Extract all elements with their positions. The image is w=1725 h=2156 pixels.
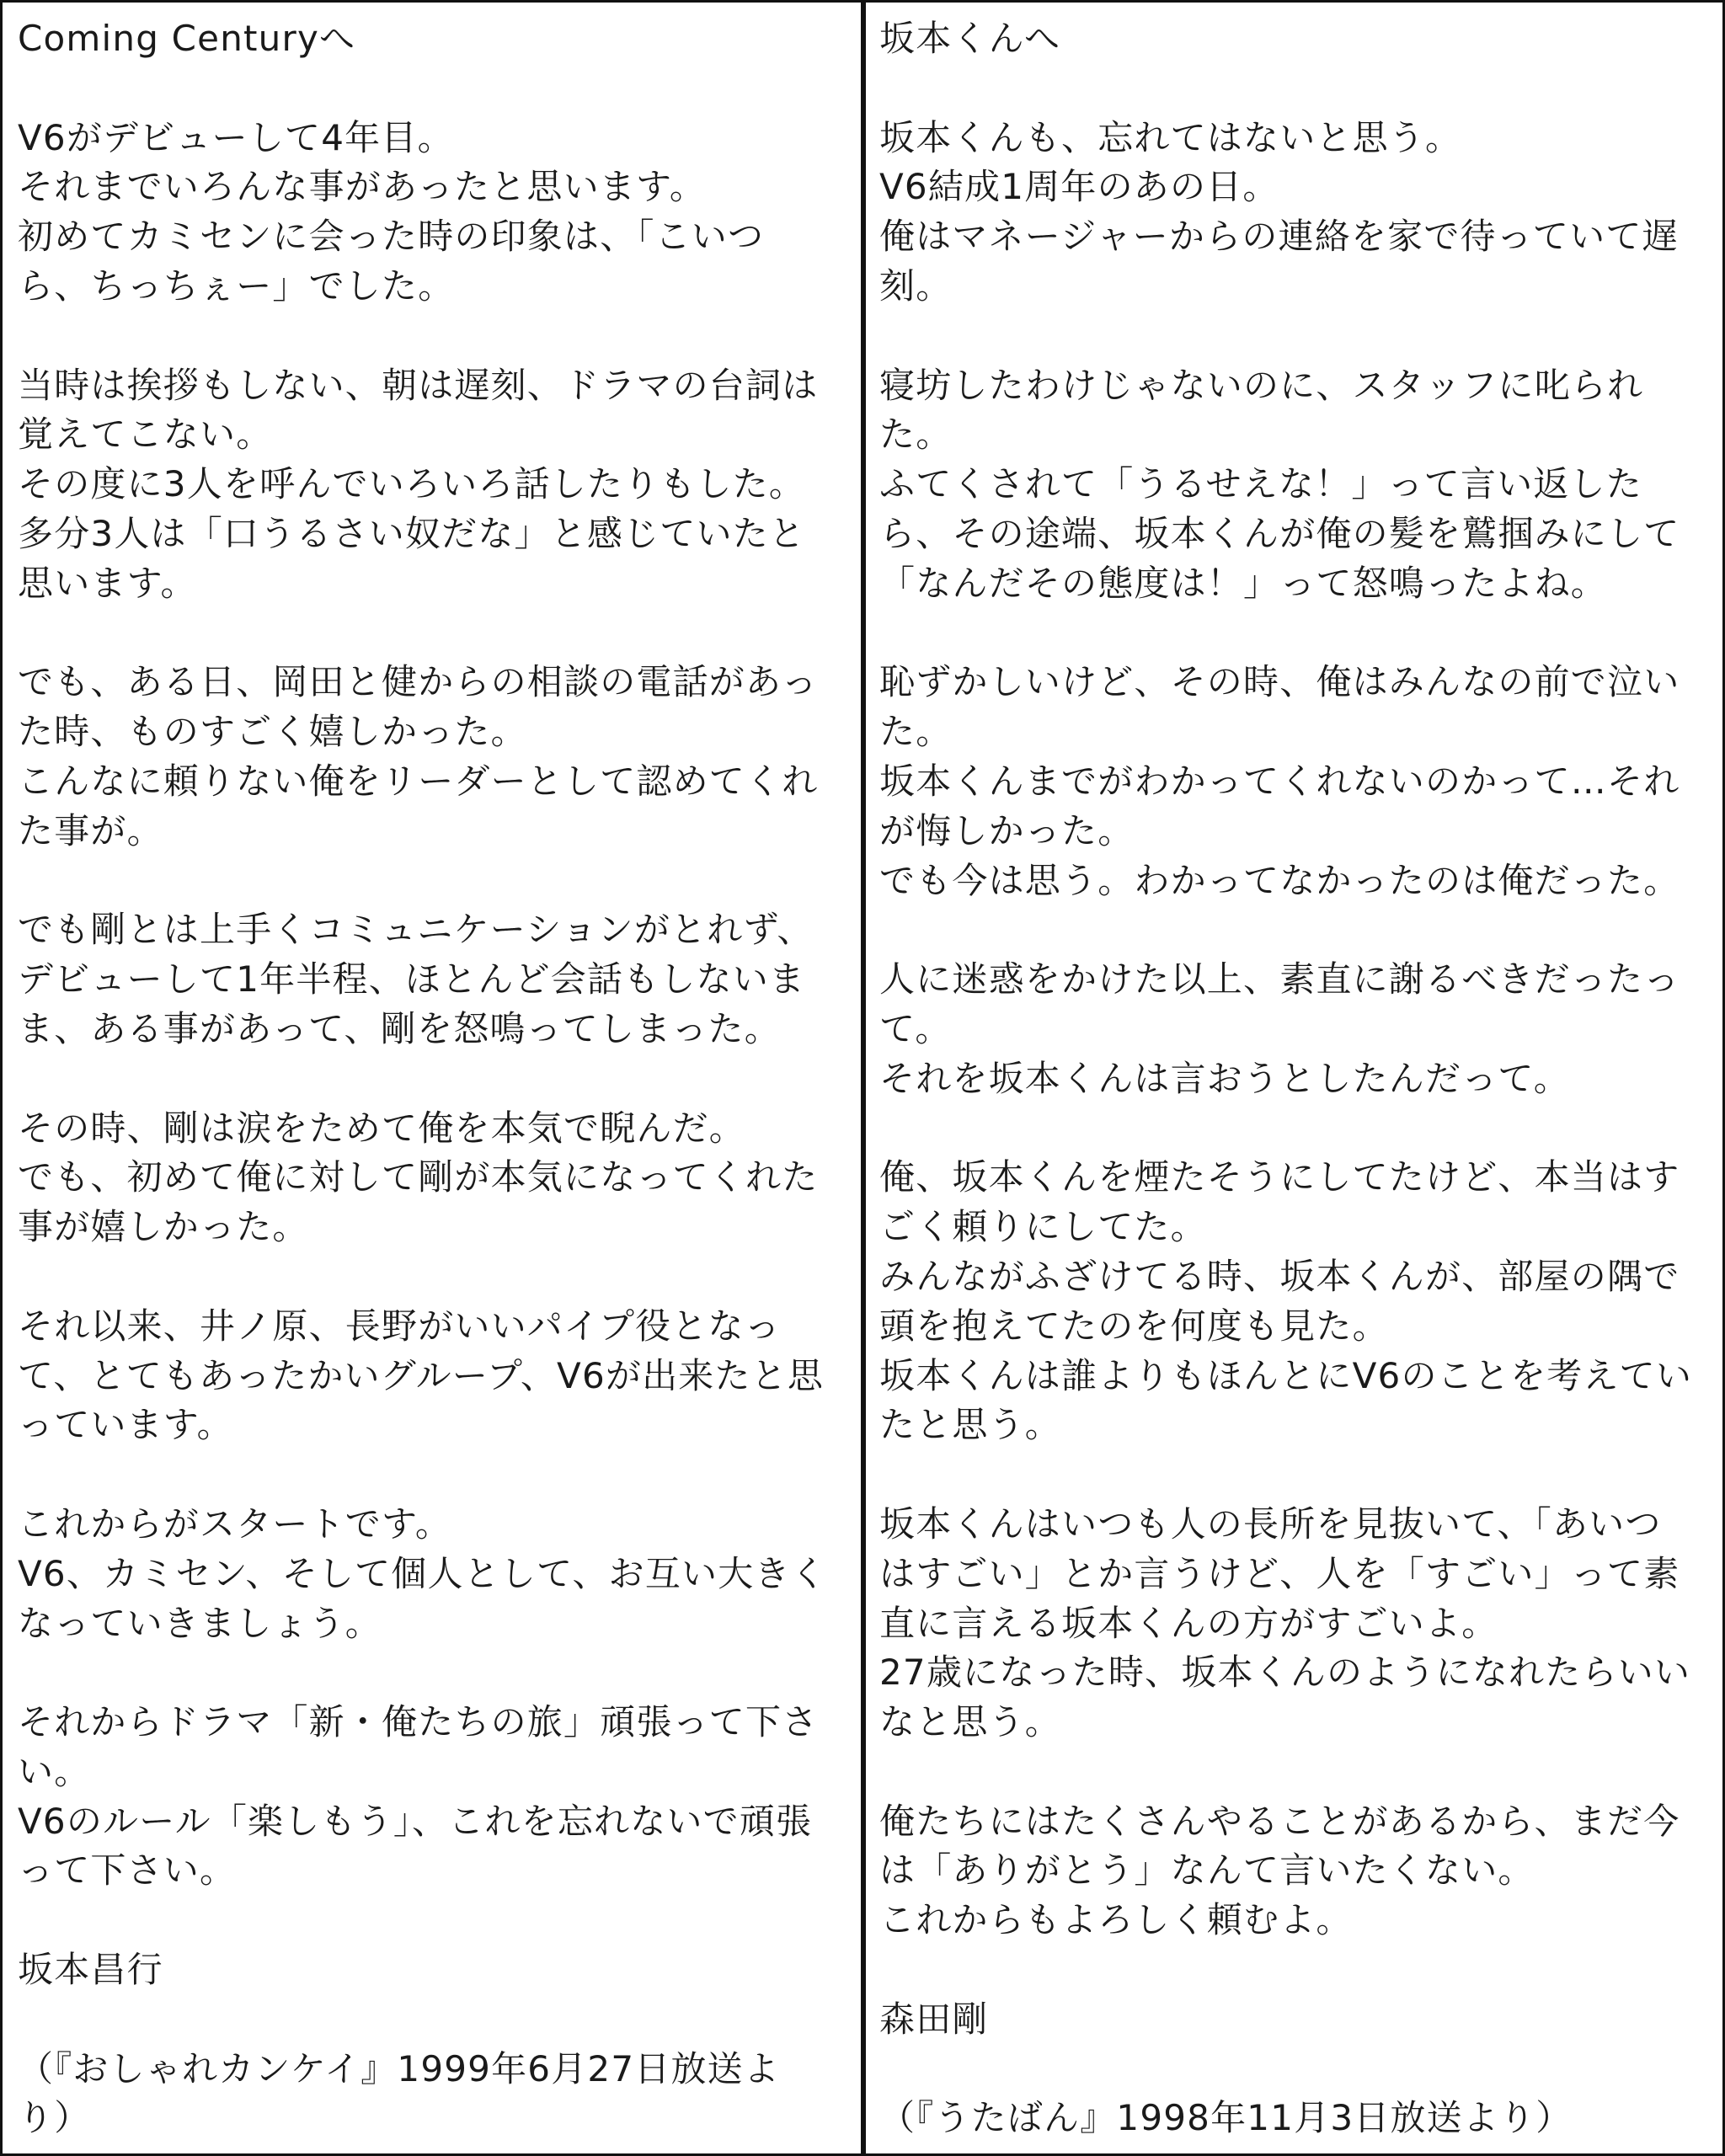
letter-line: Coming Centuryへ	[18, 18, 356, 59]
letter-line: 坂本くんへ	[879, 18, 1061, 59]
letter-line: た。	[879, 414, 953, 456]
letter-line	[18, 1450, 856, 1500]
letter-line	[879, 905, 1717, 955]
letter-line: が悔しかった。	[879, 809, 1135, 851]
letter-line: それ以来、井ノ原、長野がいいパイプ役となっ	[18, 1305, 781, 1347]
letter-line: た。	[879, 711, 953, 753]
letter-line: 坂本くんは誰よりもほんとにV6のことを考えてい	[879, 1354, 1693, 1396]
letter-to-coming-century	[3, 3, 861, 2153]
letter-line: たと思う。	[879, 1404, 1062, 1446]
letter-line: 坂本くんまでがわかってくれないのかって…それ	[879, 760, 1680, 802]
letter-to-sakamoto	[866, 3, 1722, 2153]
letter-line: 当時は挨拶もしない、朝は遅刻、ドラマの台詞は	[18, 364, 819, 406]
letter-line: って下さい。	[18, 1849, 237, 1892]
letter-line: 俺、坂本くんを煙たそうにしてたけど、本当はす	[879, 1156, 1680, 1198]
letter-line	[879, 1945, 1717, 1995]
letter-line	[879, 64, 1717, 114]
letter-line: でも今は思う。わかってなかったのは俺だった。	[879, 859, 1680, 901]
letter-line	[879, 2045, 1717, 2095]
letter-line	[18, 64, 856, 114]
letter-line: ら、その途端、坂本くんが俺の髪を鷲掴みにして	[879, 512, 1680, 554]
letter-line: V6結成1周年のあの日。	[879, 166, 1279, 208]
letter-line: でも、ある日、岡田と健からの相談の電話があっ	[18, 661, 818, 703]
letter-line	[18, 1995, 856, 2045]
letter-line: て、とてもあったかいグループ、V6が出来たと思	[18, 1354, 825, 1396]
letter-line: 思います。	[18, 562, 197, 604]
letter-line: 「なんだその態度は！」って怒鳴ったよね。	[879, 562, 1608, 604]
letter-line: こんなに頼りない俺をリーダーとして認めてくれ	[18, 760, 819, 802]
letter-line: 事が嬉しかった。	[18, 1206, 309, 1248]
letter-line: ら、ちっちぇー」でした。	[18, 264, 455, 307]
letter-line: 多分3人は「口うるさい奴だな」と感じていたと	[18, 512, 806, 554]
letter-line: その時、剛は涙をためて俺を本気で睨んだ。	[18, 1107, 746, 1149]
letter-line: て。	[879, 1007, 952, 1049]
letter-line: V6、カミセン、そして個人として、お互い大きく	[18, 1552, 827, 1594]
source-note: （『うたばん』1998年11月3日放送より）	[879, 2097, 1573, 2139]
letter-line	[18, 1252, 856, 1302]
letter-line	[18, 1054, 856, 1104]
letter-line: これからもよろしく頼むよ。	[879, 1899, 1353, 1941]
letter-line: その度に3人を呼んでいろいろ話したりもした。	[18, 463, 806, 505]
letter-line: 俺たちにはたくさんやることがあるから、まだ今	[879, 1800, 1680, 1842]
letter-line	[18, 312, 856, 361]
letter-line: みんながふざけてる時、坂本くんが、部屋の隅で	[879, 1255, 1680, 1297]
letter-line: は「ありがとう」なんて言いたくない。	[879, 1849, 1535, 1892]
letter-line: V6のルール「楽しもう」、これを忘れないで頑張	[18, 1800, 813, 1842]
letter-line	[18, 857, 856, 906]
letter-line: でも、初めて俺に対して剛が本気になってくれた	[18, 1156, 819, 1198]
letter-line	[879, 1450, 1717, 1500]
letter-line	[18, 609, 856, 659]
letter-line: デビューして1年半程、ほとんど会話もしないま	[18, 958, 806, 1001]
letter-line: V6がデビューして4年目。	[18, 116, 454, 158]
letter-line	[879, 312, 1717, 361]
signature-sakamoto: 坂本昌行	[18, 1949, 163, 1991]
letter-line: っています。	[18, 1404, 233, 1446]
letter-line: ふてくされて「うるせえな！」って言い返した	[879, 463, 1642, 505]
letter-line	[879, 609, 1717, 659]
letter-line: それを坂本くんは言おうとしたんだって。	[879, 1057, 1570, 1099]
letter-line: た時、ものすごく嬉しかった。	[18, 711, 527, 753]
letter-line: た事が。	[18, 809, 163, 851]
letter-line: これからがスタートです。	[18, 1502, 452, 1545]
letter-line: 頭を抱えてたのを何度も見た。	[879, 1305, 1389, 1347]
letter-line: 寝坊したわけじゃないのに、スタッフに叱られ	[879, 364, 1644, 406]
letter-line: 俺はマネージャーからの連絡を家で待っていて遅	[879, 216, 1679, 258]
letter-line: 恥ずかしいけど、その時、俺はみんなの前で泣い	[879, 661, 1680, 703]
letter-line: 刻。	[879, 264, 953, 307]
letter-line: 27歳になった時、坂本くんのようになれたらいい	[879, 1652, 1691, 1694]
letter-line	[18, 1896, 856, 1945]
letter-line: 初めてカミセンに会った時の印象は、「こいつ	[18, 216, 765, 258]
source-note: り）	[18, 2097, 91, 2139]
letter-line: はすごい」とか言うけど、人を「すごい」って素	[879, 1552, 1680, 1594]
signature-morita: 森田剛	[879, 1998, 989, 2040]
letter-line	[879, 1104, 1717, 1154]
letter-line: ごく頼りにしてた。	[879, 1206, 1207, 1248]
letter-line: それからドラマ「新・俺たちの旅」頑張って下さ	[18, 1701, 819, 1743]
letter-line: 覚えてこない。	[18, 414, 273, 456]
letter-line: それまでいろんな事があったと思います。	[18, 166, 707, 208]
letter-line: 人に迷惑をかけた以上、素直に謝るべきだったっ	[879, 958, 1680, 1001]
letter-line	[18, 1648, 856, 1698]
letter-line: でも剛とは上手くコミュニケーションがとれず、	[18, 909, 814, 951]
letter-line: なっていきましょう。	[18, 1602, 382, 1644]
letter-line: 坂本くんも、忘れてはないと思う。	[879, 116, 1462, 158]
letter-line: 坂本くんはいつも人の長所を見抜いて、「あいつ	[879, 1502, 1662, 1545]
letter-line	[879, 1748, 1717, 1797]
letter-line: い。	[18, 1750, 91, 1792]
letter-line: 直に言える坂本くんの方がすごいよ。	[879, 1602, 1498, 1644]
letter-line: ま、ある事があって、剛を怒鳴ってしまった。	[18, 1007, 781, 1049]
source-note: （『おしゃれカンケイ』1999年6月27日放送よ	[18, 2047, 781, 2089]
letter-line: なと思う。	[879, 1701, 1062, 1743]
